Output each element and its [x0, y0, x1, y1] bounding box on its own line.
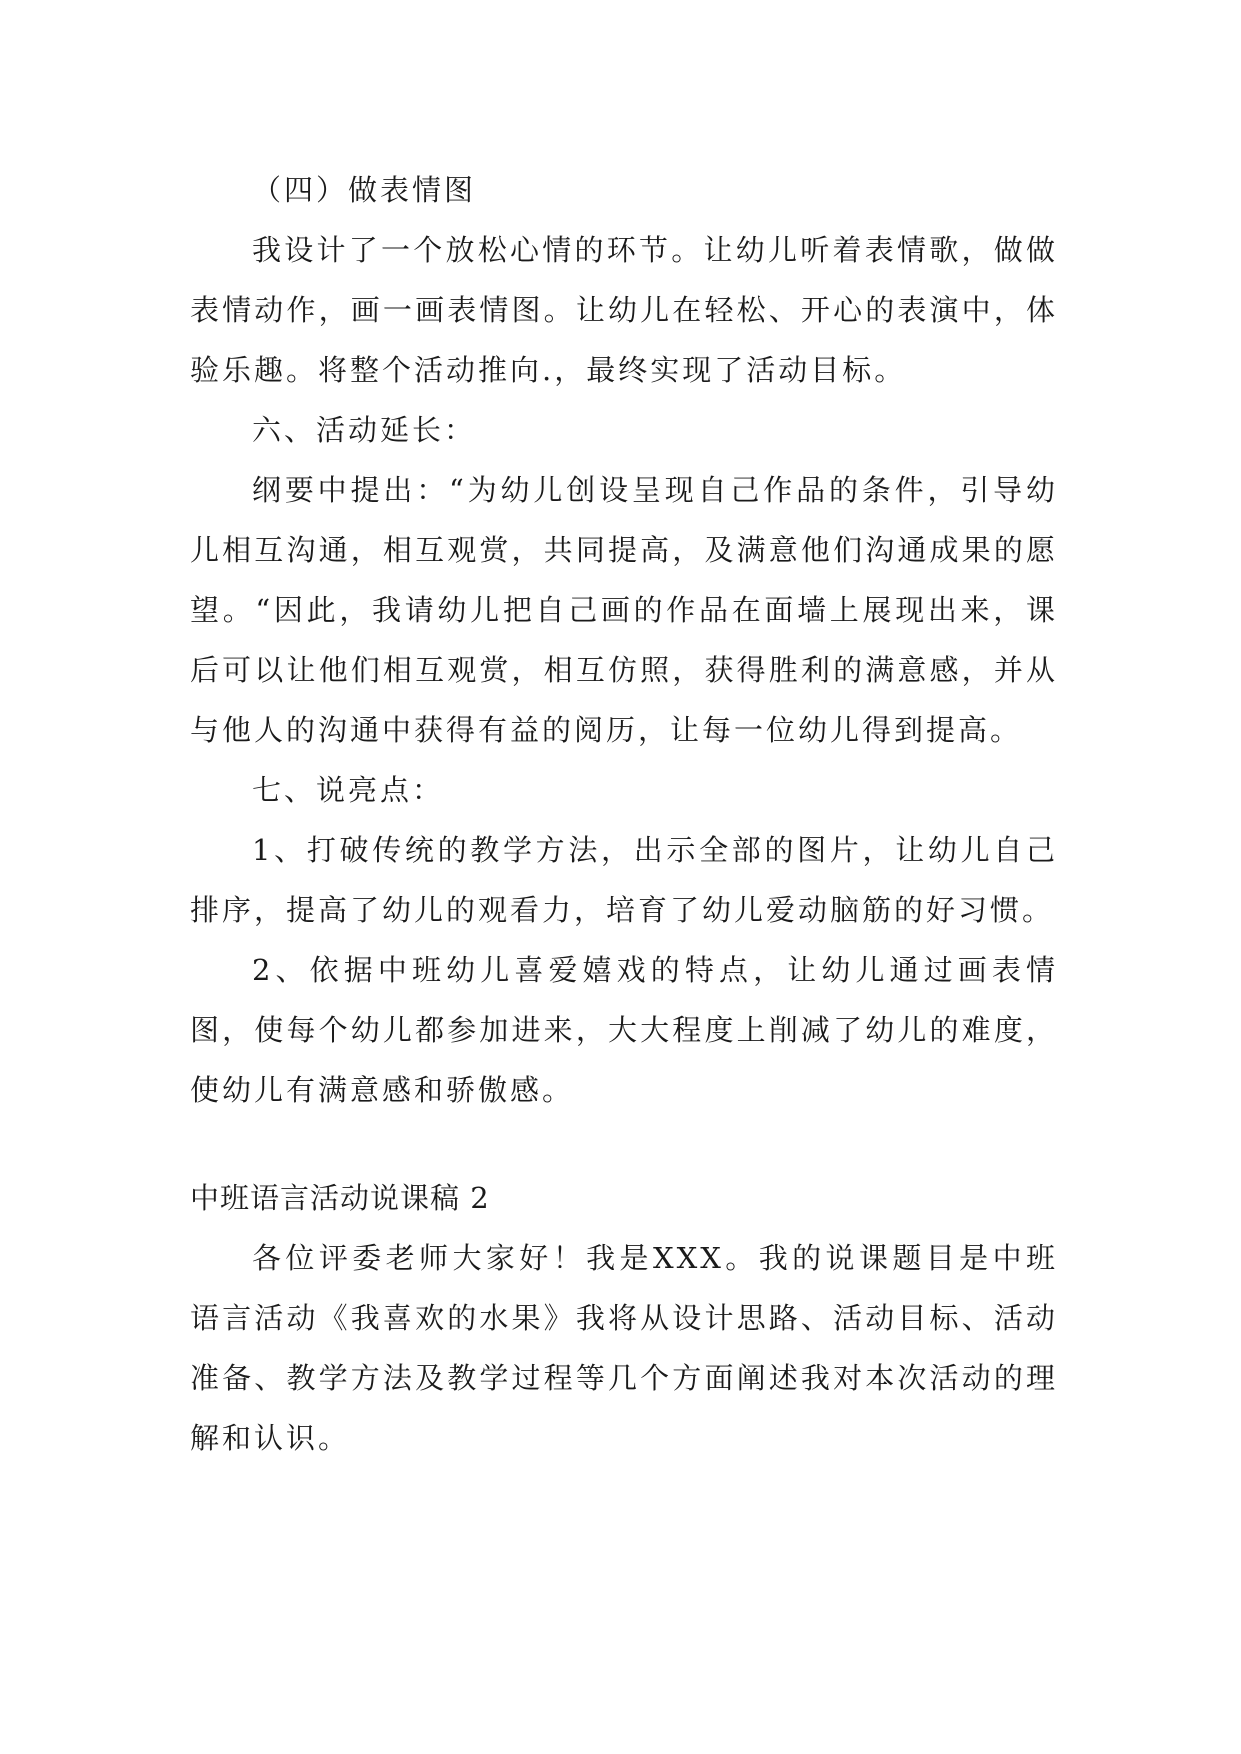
section-heading-highlights: 七、说亮点：	[252, 773, 445, 807]
document-body	[190, 160, 1058, 1468]
paragraph-highlight-2: 2、依据中班幼儿喜爱嬉戏的特点，让幼儿通过画表情图，使每个幼儿都参加进来，大大程度上削减了幼儿的难度，使幼儿有满意感和骄傲感。	[190, 953, 1058, 1107]
section-spacer	[190, 1120, 1058, 1168]
section-heading-activity-extension: 六、活动延长：	[252, 413, 477, 447]
paragraph-introduction: 各位评委老师大家好！我是XXX。我的说课题目是中班语言活动《我喜欢的水果》我将从设计思路、活动目标、活动准备、教学方法及教学过程等几个方面阐述我对本次活动的理解和认识。	[190, 1241, 1058, 1455]
document-title-2: 中班语言活动说课稿 2	[190, 1181, 490, 1215]
section-heading-make-expression-drawing: （四）做表情图	[252, 173, 477, 207]
paragraph-highlight-1: 1、打破传统的教学方法，出示全部的图片，让幼儿自己排序，提高了幼儿的观看力，培育了幼儿爱动脑筋的好习惯。	[190, 833, 1058, 927]
paragraph-relaxation-activity: 我设计了一个放松心情的环节。让幼儿听着表情歌，做做表情动作，画一画表情图。让幼儿在轻松、开心的表演中，体验乐趣。将整个活动推向.，最终实现了活动目标。	[190, 233, 1058, 387]
paragraph-activity-extension: 纲要中提出：“为幼儿创设呈现自己作品的条件，引导幼儿相互沟通，相互观赏，共同提高，及满意他们沟通成果的愿望。“因此，我请幼儿把自己画的作品在面墙上展现出来，课后可以让他们相互观赏，相互仿照，获得胜利的满意感，并从与他人的沟通中获得有益的阅历，让每一位幼儿得到提高。	[190, 473, 1058, 747]
